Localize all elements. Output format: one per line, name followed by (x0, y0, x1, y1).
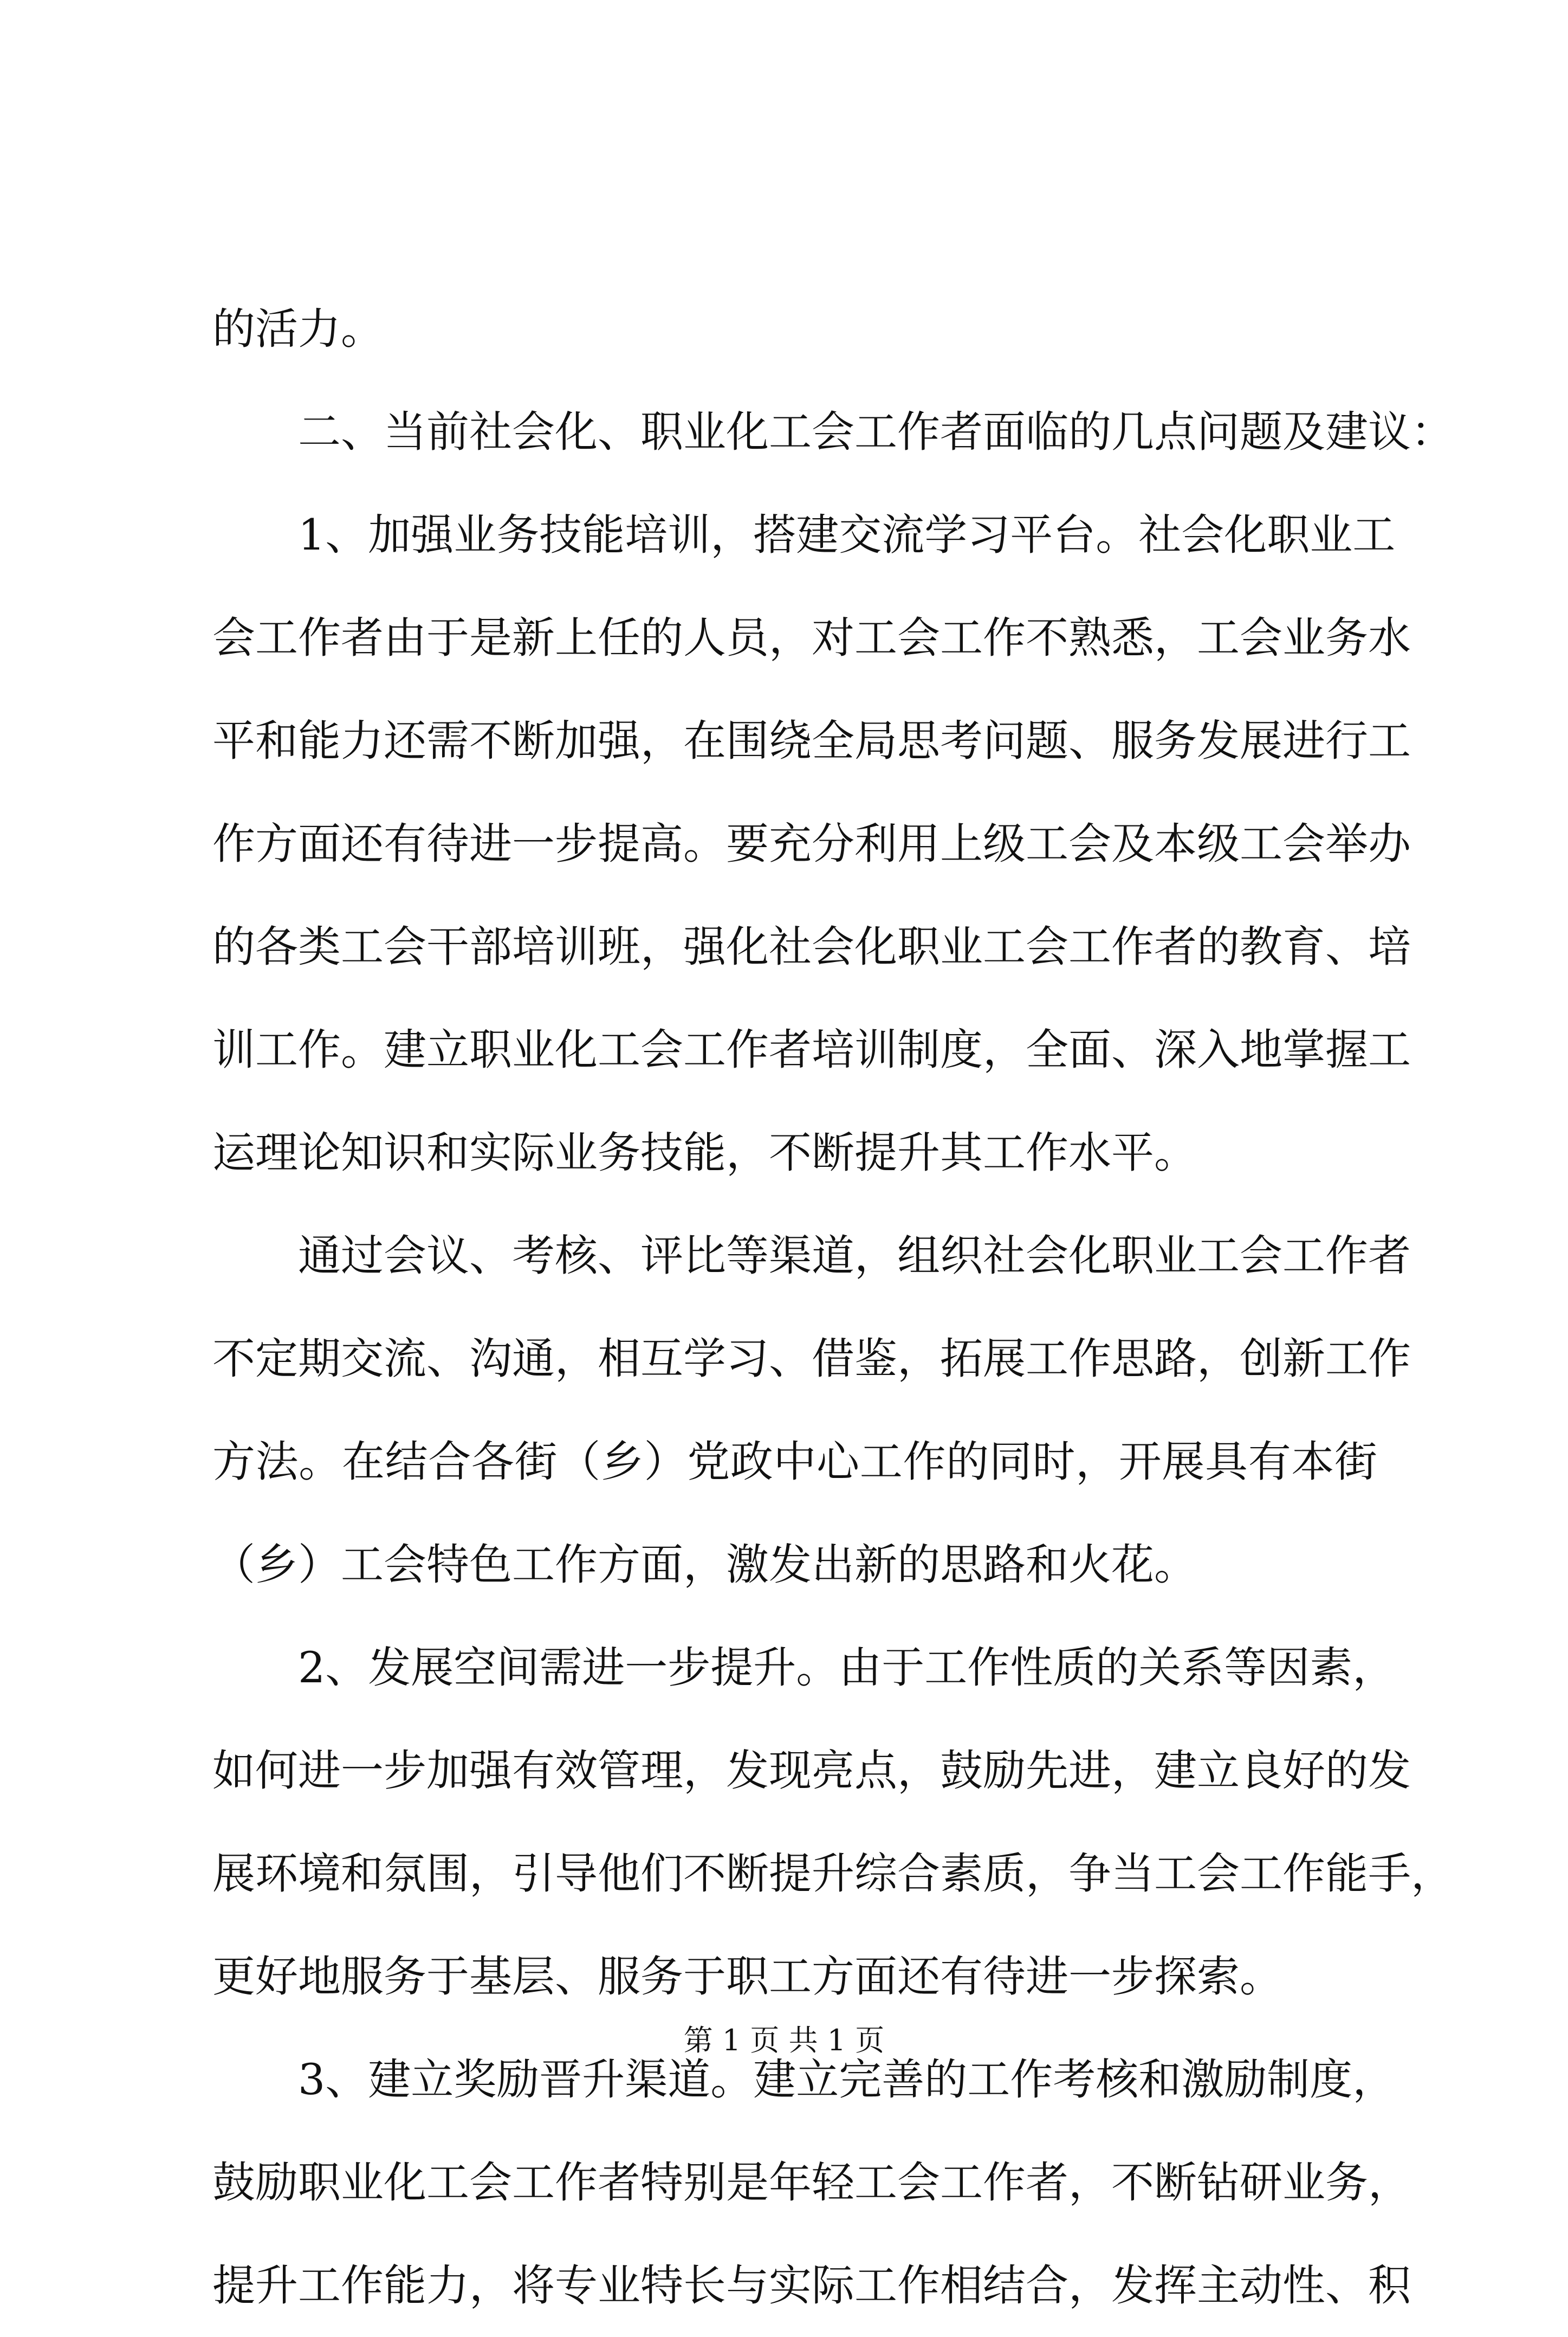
paragraph-line: 如何进一步加强有效管理，发现亮点，鼓励先进，建立良好的发 (212, 1746, 1411, 1796)
paragraph-line: 会工作者由于是新上任的人员，对工会工作不熟悉，工会业务水 (212, 613, 1411, 663)
paragraph-line: 平和能力还需不断加强，在围绕全局思考问题、服务发展进行工 (212, 716, 1411, 766)
paragraph-line: 提升工作能力，将专业特长与实际工作相结合，发挥主动性、积 (212, 2261, 1411, 2310)
paragraph-line: 3、建立奖励晋升渠道。建立完善的工作考核和激励制度， (298, 2055, 1396, 2104)
paragraph-line: 更好地服务于基层、服务于职工方面还有待进一步探索。 (212, 1952, 1282, 2002)
paragraph-line: 方法。在结合各街（乡）党政中心工作的同时，开展具有本街 (212, 1437, 1377, 1487)
paragraph-line: 不定期交流、沟通，相互学习、借鉴，拓展工作思路，创新工作 (212, 1334, 1411, 1384)
page-footer: 第 1 页 共 1 页 (683, 2023, 885, 2057)
paragraph-line: 训工作。建立职业化工会工作者培训制度，全面、深入地掌握工 (212, 1025, 1411, 1075)
paragraph-line: 展环境和氛围，引导他们不断提升综合素质，争当工会工作能手， (212, 1849, 1454, 1899)
paragraph-line: 运理论知识和实际业务技能，不断提升其工作水平。 (212, 1128, 1197, 1178)
paragraph-line: （乡）工会特色工作方面，激发出新的思路和火花。 (212, 1540, 1197, 1590)
paragraph-line: 二、当前社会化、职业化工会工作者面临的几点问题及建议： (298, 407, 1454, 457)
paragraph-line: 的活力。 (212, 304, 384, 354)
paragraph-line: 2、发展空间需进一步提升。由于工作性质的关系等因素， (298, 1643, 1396, 1693)
paragraph-line: 1、加强业务技能培训，搭建交流学习平台。社会化职业工 (298, 510, 1396, 560)
paragraph-line: 作方面还有待进一步提高。要充分利用上级工会及本级工会举办 (212, 819, 1411, 869)
paragraph-line: 鼓励职业化工会工作者特别是年轻工会工作者，不断钻研业务， (212, 2158, 1411, 2207)
paragraph-line: 通过会议、考核、评比等渠道，组织社会化职业工会工作者 (298, 1231, 1411, 1281)
paragraph-line: 的各类工会干部培训班，强化社会化职业工会工作者的教育、培 (212, 922, 1411, 972)
